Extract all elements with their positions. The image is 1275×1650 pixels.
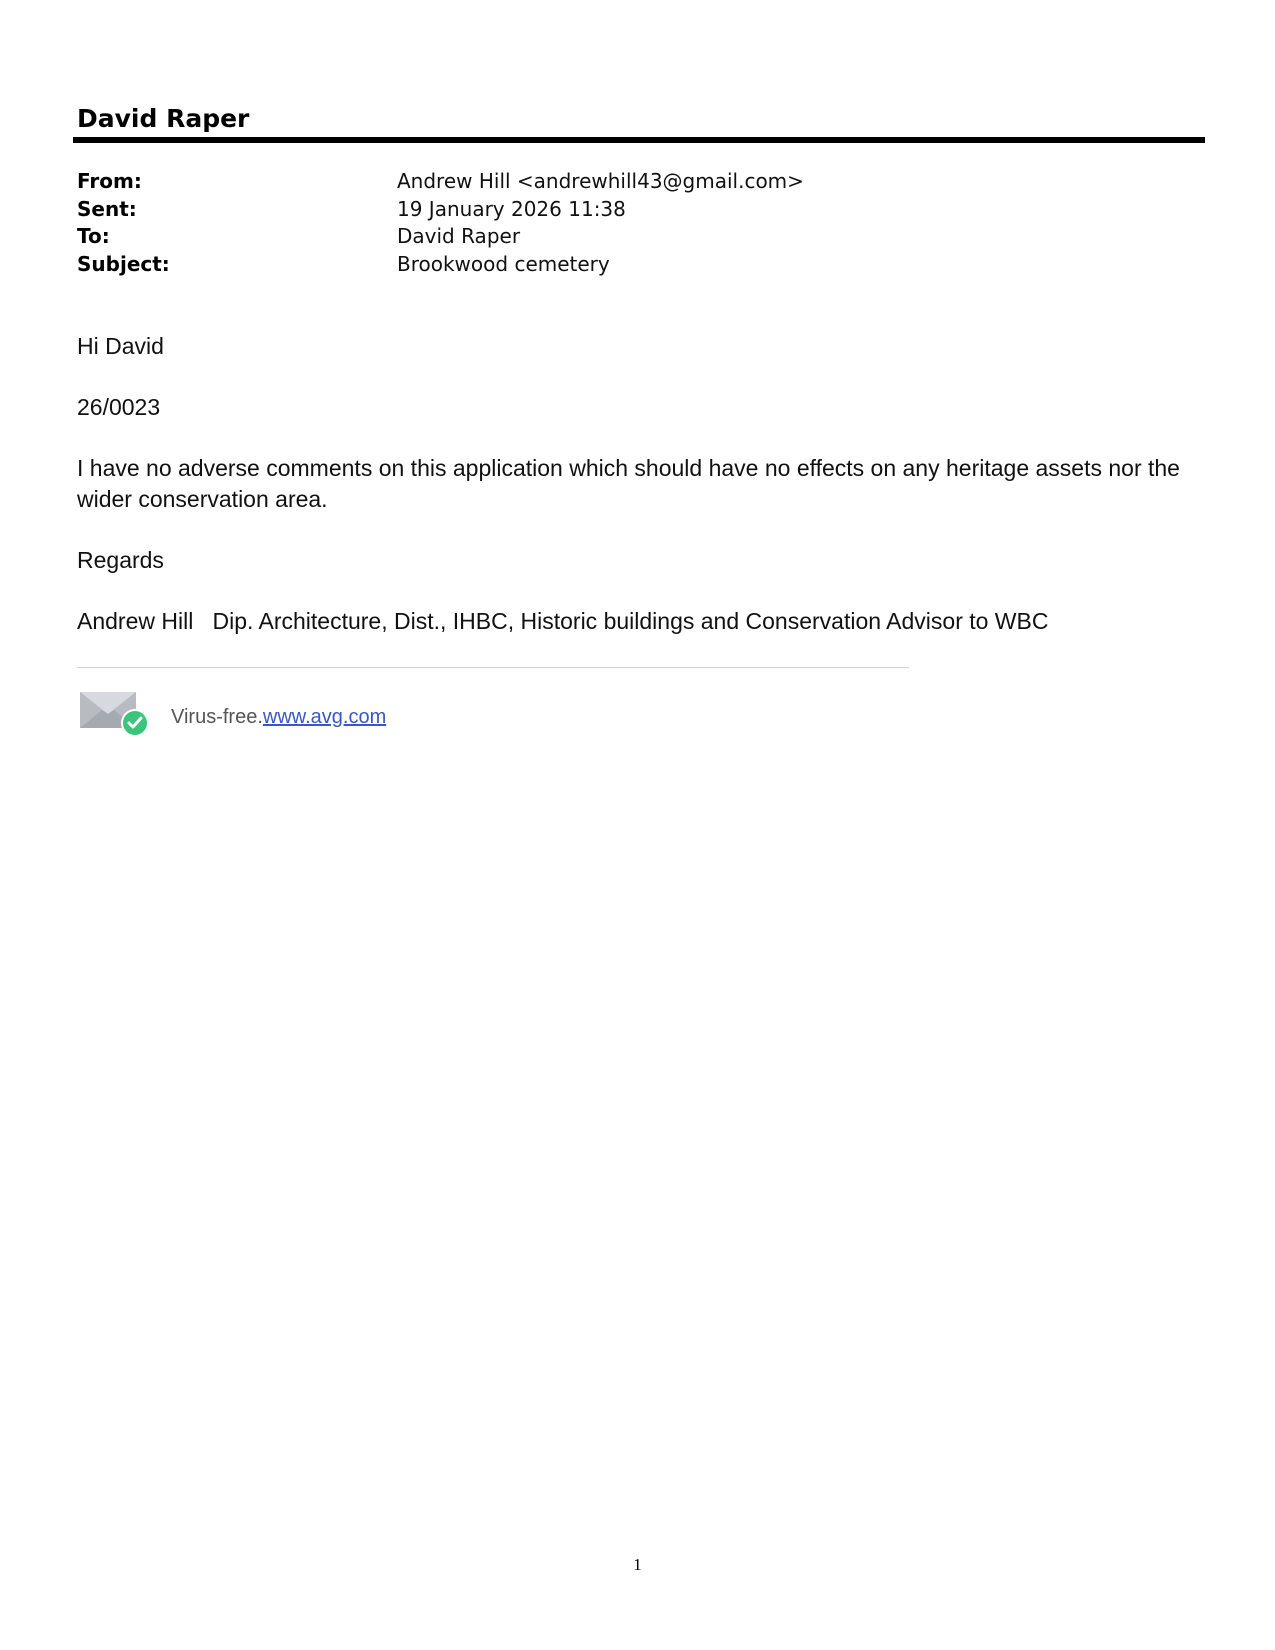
virus-free-envelope-icon — [80, 690, 150, 738]
subject-value: Brookwood cemetery — [397, 251, 610, 276]
virus-free-label: Virus-free. — [171, 706, 263, 728]
from-value: Andrew Hill <andrewhill43@gmail.com> — [397, 169, 804, 193]
subject-label: Subject: — [77, 251, 170, 276]
to-label: To: — [77, 224, 110, 248]
virus-free-notice — [171, 706, 386, 729]
from-row — [77, 168, 804, 196]
signature: Andrew Hill Dip. Architecture, Dist., IHBC, Historic buildings and Conservation Advisor to WBC — [77, 608, 1049, 634]
to-value: David Raper — [397, 224, 521, 248]
to-row — [77, 223, 804, 251]
sent-label: Sent: — [77, 196, 137, 221]
greeting: Hi David — [77, 333, 164, 359]
page-title: David Raper — [77, 104, 250, 133]
subject-row — [77, 251, 804, 279]
closing: Regards — [77, 547, 164, 573]
signature-divider — [77, 667, 909, 668]
email-header-fields — [77, 168, 804, 278]
sent-value: 19 January 2026 11:38 — [397, 196, 626, 221]
avg-link[interactable]: www.avg.com — [262, 706, 387, 728]
message-paragraph: I have no adverse comments on this application which should have no effects on any heritage assets nor the wider conservation area. — [77, 455, 1180, 512]
email-body — [77, 331, 1217, 667]
sent-row — [77, 196, 804, 224]
page-number: 1 — [633, 1555, 642, 1574]
title-rule — [73, 137, 1205, 143]
reference-number: 26/0023 — [77, 394, 161, 420]
from-label: From: — [77, 169, 142, 193]
